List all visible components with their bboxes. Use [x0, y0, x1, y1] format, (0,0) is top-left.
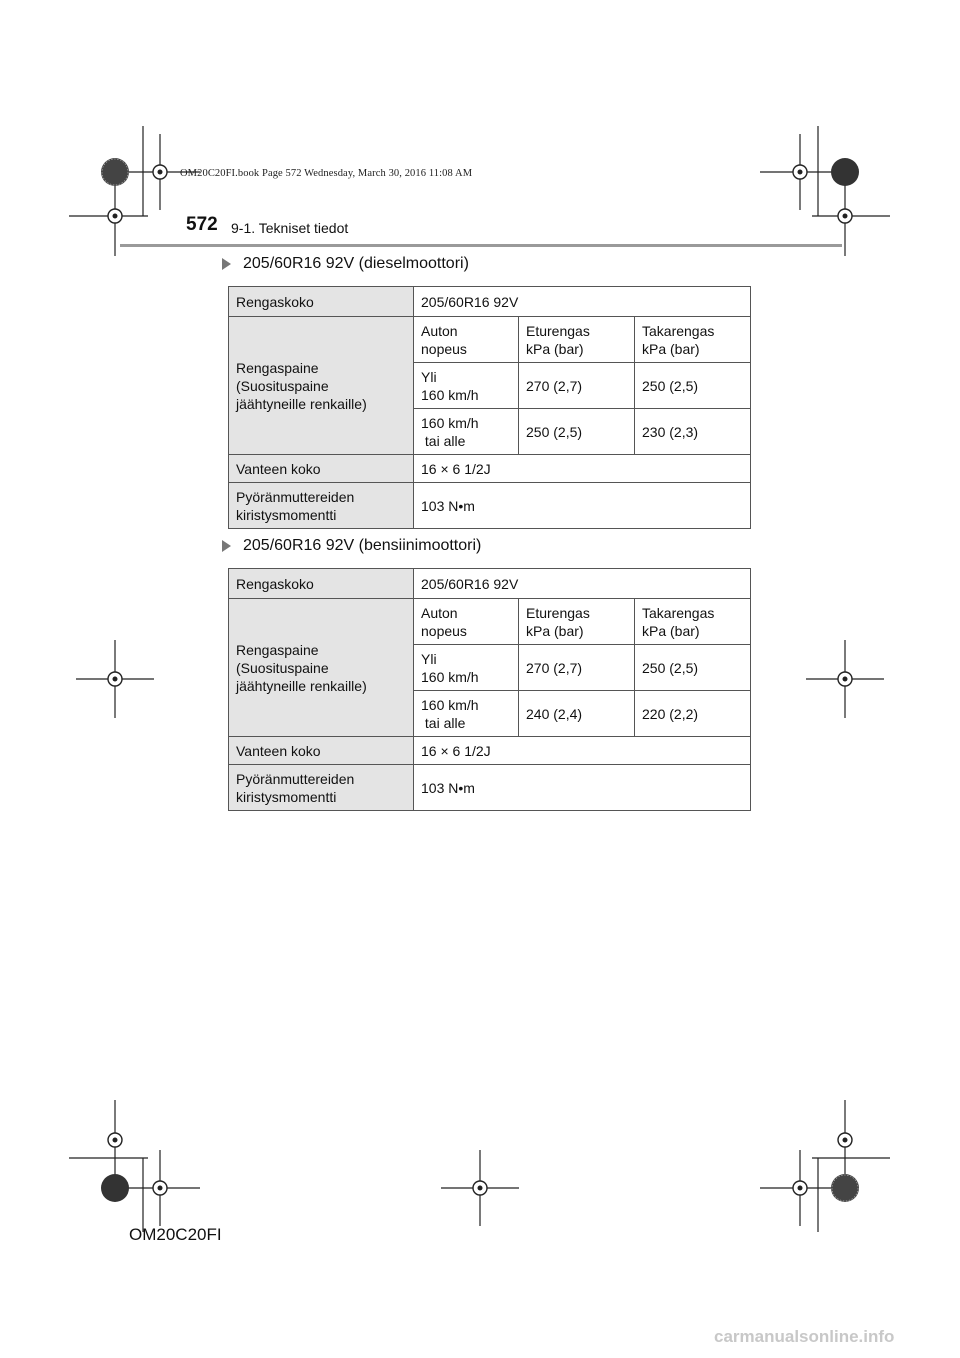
- table-heading-diesel: [222, 255, 469, 273]
- speed-cell: [414, 409, 519, 455]
- tire-size-label: Rengaskoko: [229, 287, 414, 317]
- table-heading-petrol: [222, 537, 481, 555]
- speed-header-line: nopeus: [421, 340, 467, 357]
- tire-size-label: Rengaskoko: [229, 569, 414, 599]
- speed-line: 160 km/h: [421, 386, 479, 403]
- table-row: [229, 765, 751, 811]
- section-title: 9-1. Tekniset tiedot: [231, 220, 349, 236]
- table-row: [229, 569, 751, 599]
- front-header-line: Eturengas: [526, 322, 590, 339]
- rear-pressure-cell: 230 (2,3): [635, 409, 751, 455]
- front-pressure-cell: 240 (2,4): [519, 691, 635, 737]
- wheel-size-label: Vanteen koko: [229, 455, 414, 483]
- speed-line: 160 km/h: [421, 696, 479, 713]
- watermark[interactable]: carmanualsonline.info: [714, 1327, 895, 1346]
- pressure-label-line: Rengaspaine: [236, 641, 319, 658]
- heading-text: 205/60R16 92V (bensiinimoottori): [243, 537, 482, 554]
- footer-manual-code: OM20C20FI: [129, 1225, 222, 1244]
- speed-header-line: Auton: [421, 322, 458, 339]
- torque-value: 103 N•m: [414, 483, 751, 529]
- heading-text: 205/60R16 92V (dieselmoottori): [243, 255, 469, 272]
- rear-header: [635, 317, 751, 363]
- triangle-bullet-icon: [222, 258, 231, 270]
- pressure-label-line: (Suosituspaine: [236, 377, 329, 394]
- speed-header: [414, 317, 519, 363]
- pressure-label-line: jäähtyneille renkaille): [236, 677, 367, 694]
- pressure-label-line: Rengaspaine: [236, 359, 319, 376]
- speed-header: [414, 599, 519, 645]
- table-row: [229, 737, 751, 765]
- table-row: [229, 287, 751, 317]
- pressure-label-line: (Suosituspaine: [236, 659, 329, 676]
- rear-header-line: Takarengas: [642, 604, 715, 621]
- torque-label-line: kiristysmomentti: [236, 788, 337, 805]
- speed-cell: [414, 645, 519, 691]
- triangle-bullet-icon: [222, 540, 231, 552]
- speed-line: Yli: [421, 368, 437, 385]
- speed-cell: [414, 363, 519, 409]
- speed-line: Yli: [421, 650, 437, 667]
- speed-header-line: nopeus: [421, 622, 467, 639]
- wheel-size-value: 16 × 6 1/2J: [414, 455, 751, 483]
- tire-spec-table-diesel: [228, 286, 751, 529]
- torque-label-line: kiristysmomentti: [236, 506, 337, 523]
- speed-line: 160 km/h: [421, 668, 479, 685]
- table-row: [229, 317, 751, 363]
- pressure-label: [229, 317, 414, 455]
- speed-line: tai alle: [421, 432, 466, 449]
- speed-cell: [414, 691, 519, 737]
- wheel-size-label: Vanteen koko: [229, 737, 414, 765]
- table-row: [229, 599, 751, 645]
- speed-line: 160 km/h: [421, 414, 479, 431]
- rear-header-line: kPa (bar): [642, 622, 700, 639]
- front-pressure-cell: 270 (2,7): [519, 645, 635, 691]
- pressure-label: [229, 599, 414, 737]
- rear-pressure-cell: 250 (2,5): [635, 363, 751, 409]
- tire-size-value: 205/60R16 92V: [414, 287, 751, 317]
- speed-header-line: Auton: [421, 604, 458, 621]
- front-header: [519, 317, 635, 363]
- front-pressure-cell: 250 (2,5): [519, 409, 635, 455]
- table-row: [229, 455, 751, 483]
- torque-label: [229, 765, 414, 811]
- header-rule: [120, 244, 842, 247]
- book-header: OM20C20FI.book Page 572 Wednesday, March 30, 2016 11:08 AM: [180, 168, 473, 179]
- torque-label: [229, 483, 414, 529]
- table-row: [229, 483, 751, 529]
- torque-label-line: Pyöränmuttereiden: [236, 770, 355, 787]
- speed-line: tai alle: [421, 714, 466, 731]
- torque-value: 103 N•m: [414, 765, 751, 811]
- wheel-size-value: 16 × 6 1/2J: [414, 737, 751, 765]
- page-number: 572: [186, 214, 218, 235]
- front-header-line: kPa (bar): [526, 622, 584, 639]
- pressure-label-line: jäähtyneille renkaille): [236, 395, 367, 412]
- front-header: [519, 599, 635, 645]
- rear-pressure-cell: 220 (2,2): [635, 691, 751, 737]
- rear-header-line: Takarengas: [642, 322, 715, 339]
- rear-header: [635, 599, 751, 645]
- front-header-line: Eturengas: [526, 604, 590, 621]
- front-header-line: kPa (bar): [526, 340, 584, 357]
- tire-spec-table-petrol: [228, 568, 751, 811]
- torque-label-line: Pyöränmuttereiden: [236, 488, 355, 505]
- tire-size-value: 205/60R16 92V: [414, 569, 751, 599]
- rear-header-line: kPa (bar): [642, 340, 700, 357]
- rear-pressure-cell: 250 (2,5): [635, 645, 751, 691]
- front-pressure-cell: 270 (2,7): [519, 363, 635, 409]
